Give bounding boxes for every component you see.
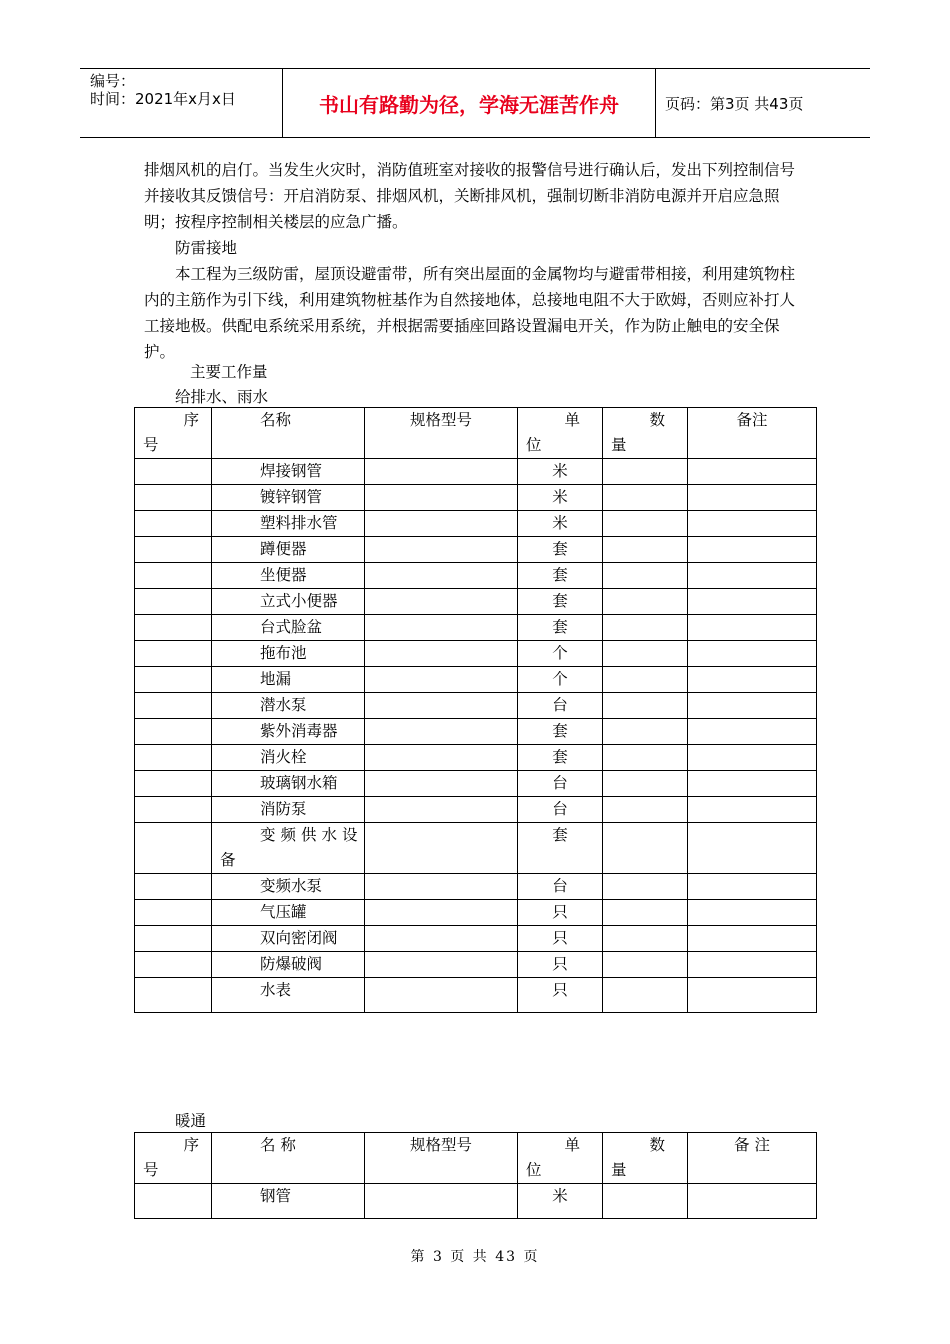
- cell-unit: 只: [518, 926, 603, 952]
- table-row: [135, 771, 817, 797]
- table-row: [135, 589, 817, 615]
- table-row: [135, 952, 817, 978]
- cell-name: 蹲便器: [212, 537, 365, 563]
- cell-unit: 米: [518, 459, 603, 485]
- header-note: 备注: [688, 408, 817, 459]
- paragraph-fire-control: 排烟风机的启仃。当发生火灾时，消防值班室对接收的报警信号进行确认后，发出下列控制信号并接收其反馈信号：开启消防泵、排烟风机，关断排风机，强制切断非消防电源并开启应急照明；按程序控制相关楼层的应急广播。: [144, 161, 796, 231]
- cell-name: 水表: [212, 978, 365, 1013]
- cell-name: 焊接钢管: [212, 459, 365, 485]
- cell-note: [688, 485, 817, 511]
- hvac-table: [134, 1132, 817, 1219]
- cell-unit: 只: [518, 978, 603, 1013]
- cell-no: [135, 797, 212, 823]
- table-row: [135, 926, 817, 952]
- table-row: [135, 485, 817, 511]
- cell-name: 坐便器: [212, 563, 365, 589]
- cell-name: 塑料排水管: [212, 511, 365, 537]
- cell-no: [135, 745, 212, 771]
- cell-no: [135, 823, 212, 874]
- cell-name: 紫外消毒器: [212, 719, 365, 745]
- cell-no: [135, 589, 212, 615]
- cell-no: [135, 485, 212, 511]
- cell-no: [135, 719, 212, 745]
- cell-note: [688, 667, 817, 693]
- page-header: [80, 68, 870, 138]
- cell-note: [688, 771, 817, 797]
- cell-name: 潜水泵: [212, 693, 365, 719]
- cell-spec: [365, 693, 518, 719]
- table-row: [135, 719, 817, 745]
- cell-name: 立式小便器: [212, 589, 365, 615]
- cell-no: [135, 771, 212, 797]
- cell-note: [688, 952, 817, 978]
- cell-spec: [365, 641, 518, 667]
- table-header-row: [135, 1133, 817, 1184]
- table-row: [135, 978, 817, 1013]
- cell-note: [688, 511, 817, 537]
- cell-qty: [603, 563, 688, 589]
- cell-no: [135, 952, 212, 978]
- table-row: [135, 1184, 817, 1219]
- heading-hvac: 暖通: [175, 1112, 207, 1130]
- cell-unit: 套: [518, 719, 603, 745]
- cell-no: [135, 563, 212, 589]
- cell-spec: [365, 511, 518, 537]
- cell-unit: 米: [518, 511, 603, 537]
- cell-qty: [603, 771, 688, 797]
- table-row: [135, 459, 817, 485]
- cell-no: [135, 641, 212, 667]
- cell-no: [135, 537, 212, 563]
- header-no: 序 号: [135, 1133, 212, 1184]
- table-row: [135, 874, 817, 900]
- cell-spec: [365, 1184, 518, 1219]
- cell-qty: [603, 485, 688, 511]
- cell-qty: [603, 641, 688, 667]
- cell-spec: [365, 459, 518, 485]
- cell-spec: [365, 485, 518, 511]
- table-row: [135, 900, 817, 926]
- cell-name: 消火栓: [212, 745, 365, 771]
- cell-qty: [603, 874, 688, 900]
- cell-note: [688, 719, 817, 745]
- cell-unit: 米: [518, 485, 603, 511]
- header-spec: 规格型号: [365, 408, 518, 459]
- cell-qty: [603, 615, 688, 641]
- cell-spec: [365, 615, 518, 641]
- heading-lightning: 防雷接地: [175, 239, 238, 257]
- cell-spec: [365, 537, 518, 563]
- cell-no: [135, 900, 212, 926]
- cell-no: [135, 693, 212, 719]
- cell-no: [135, 667, 212, 693]
- cell-name: 玻璃钢水箱: [212, 771, 365, 797]
- cell-spec: [365, 952, 518, 978]
- cell-unit: 只: [518, 952, 603, 978]
- cell-unit: 台: [518, 693, 603, 719]
- header-qty: 数 量: [603, 408, 688, 459]
- cell-unit: 个: [518, 641, 603, 667]
- cell-no: [135, 874, 212, 900]
- cell-spec: [365, 771, 518, 797]
- header-note: 备 注: [688, 1133, 817, 1184]
- cell-no: [135, 615, 212, 641]
- cell-qty: [603, 511, 688, 537]
- number-label: 编号：: [90, 72, 136, 90]
- cell-qty: [603, 1184, 688, 1219]
- header-spec: 规格型号: [365, 1133, 518, 1184]
- header-name: 名称: [212, 408, 365, 459]
- table-row: [135, 641, 817, 667]
- cell-unit: 套: [518, 563, 603, 589]
- cell-name: 拖布池: [212, 641, 365, 667]
- cell-no: [135, 926, 212, 952]
- cell-spec: [365, 563, 518, 589]
- cell-note: [688, 874, 817, 900]
- table-row: [135, 667, 817, 693]
- cell-qty: [603, 459, 688, 485]
- cell-note: [688, 978, 817, 1013]
- cell-note: [688, 693, 817, 719]
- cell-note: [688, 745, 817, 771]
- cell-unit: 台: [518, 771, 603, 797]
- cell-unit: 套: [518, 537, 603, 563]
- cell-spec: [365, 589, 518, 615]
- cell-name: 变频供水设 备: [212, 823, 365, 874]
- table-header-row: [135, 408, 817, 459]
- cell-spec: [365, 926, 518, 952]
- cell-note: [688, 615, 817, 641]
- cell-name: 消防泵: [212, 797, 365, 823]
- cell-spec: [365, 823, 518, 874]
- cell-note: [688, 1184, 817, 1219]
- paragraph-lightning: 本工程为三级防雷，屋顶设避雷带，所有突出屋面的金属物均与避雷带相接，利用建筑物柱内的主筋作为引下线，利用建筑物桩基作为自然接地体，总接地电阻不大于欧姆，否则应补打人工接地极。供配电系统采用系统，并根据需要插座回路设置漏电开关，作为防止触电的安全保护。: [144, 265, 796, 361]
- table-row: [135, 797, 817, 823]
- cell-name: 双向密闭阀: [212, 926, 365, 952]
- cell-unit: 套: [518, 823, 603, 874]
- cell-unit: 个: [518, 667, 603, 693]
- cell-qty: [603, 823, 688, 874]
- water-table: [134, 407, 817, 1013]
- cell-qty: [603, 589, 688, 615]
- table-row: [135, 693, 817, 719]
- cell-qty: [603, 900, 688, 926]
- heading-water: 给排水、雨水: [175, 388, 269, 406]
- cell-qty: [603, 745, 688, 771]
- table-row: [135, 563, 817, 589]
- cell-unit: 米: [518, 1184, 603, 1219]
- cell-spec: [365, 719, 518, 745]
- cell-note: [688, 589, 817, 615]
- cell-qty: [603, 926, 688, 952]
- cell-no: [135, 459, 212, 485]
- cell-note: [688, 563, 817, 589]
- cell-name: 台式脸盆: [212, 615, 365, 641]
- cell-note: [688, 900, 817, 926]
- cell-name: 钢管: [212, 1184, 365, 1219]
- table-row: [135, 823, 817, 874]
- heading-workload: 主要工作量: [190, 363, 268, 381]
- cell-unit: 套: [518, 589, 603, 615]
- table-row: [135, 615, 817, 641]
- cell-unit: 台: [518, 874, 603, 900]
- cell-qty: [603, 978, 688, 1013]
- cell-spec: [365, 745, 518, 771]
- cell-qty: [603, 693, 688, 719]
- header-unit: 单 位: [518, 1133, 603, 1184]
- cell-spec: [365, 874, 518, 900]
- cell-qty: [603, 797, 688, 823]
- header-page-info: 页码：第3页 共43页: [665, 94, 804, 113]
- header-name: 名 称: [212, 1133, 365, 1184]
- header-motto: 书山有路勤为径，学海无涯苦作舟: [282, 69, 656, 137]
- cell-no: [135, 1184, 212, 1219]
- header-unit: 单 位: [518, 408, 603, 459]
- cell-spec: [365, 797, 518, 823]
- header-no: 序 号: [135, 408, 212, 459]
- cell-note: [688, 641, 817, 667]
- cell-spec: [365, 667, 518, 693]
- cell-qty: [603, 952, 688, 978]
- cell-spec: [365, 978, 518, 1013]
- table-row: [135, 537, 817, 563]
- cell-name: 气压罐: [212, 900, 365, 926]
- header-qty: 数 量: [603, 1133, 688, 1184]
- cell-unit: 台: [518, 797, 603, 823]
- cell-note: [688, 537, 817, 563]
- header-meta: [80, 69, 282, 137]
- table-row: [135, 511, 817, 537]
- cell-name: 地漏: [212, 667, 365, 693]
- cell-name: 镀锌钢管: [212, 485, 365, 511]
- cell-qty: [603, 719, 688, 745]
- cell-unit: 只: [518, 900, 603, 926]
- cell-no: [135, 511, 212, 537]
- cell-note: [688, 797, 817, 823]
- cell-note: [688, 823, 817, 874]
- cell-name: 变频水泵: [212, 874, 365, 900]
- cell-unit: 套: [518, 745, 603, 771]
- cell-note: [688, 926, 817, 952]
- cell-unit: 套: [518, 615, 603, 641]
- cell-note: [688, 459, 817, 485]
- cell-qty: [603, 667, 688, 693]
- table-row: [135, 745, 817, 771]
- cell-name: 防爆破阀: [212, 952, 365, 978]
- cell-spec: [365, 900, 518, 926]
- page-footer: 第 3 页 共 43 页: [410, 1249, 540, 1265]
- time-label: 时间：2021年x月x日: [90, 90, 236, 108]
- cell-qty: [603, 537, 688, 563]
- cell-no: [135, 978, 212, 1013]
